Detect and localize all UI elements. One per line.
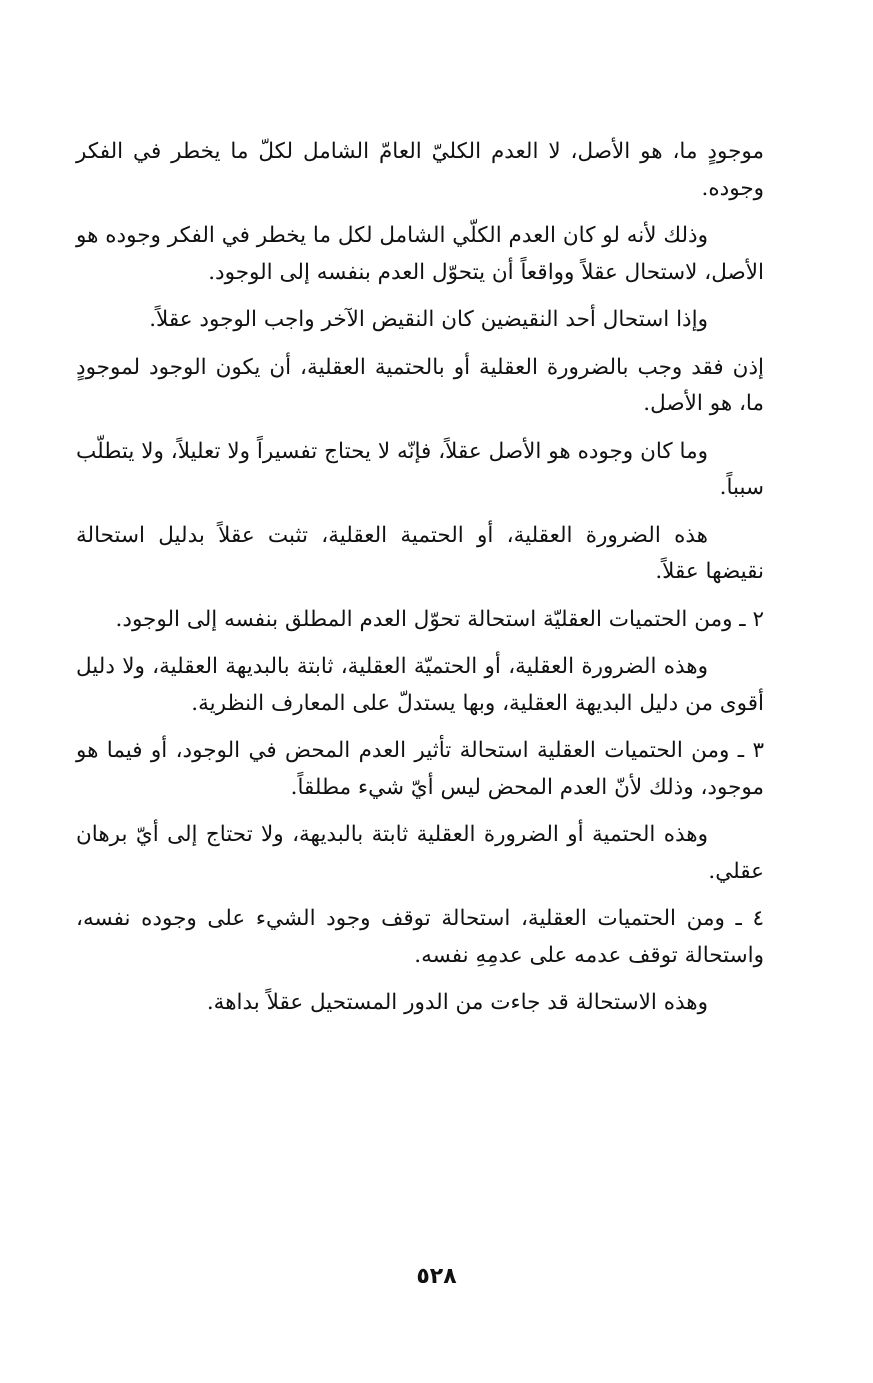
paragraph-8: وهذه الضرورة العقلية، أو الحتميّة العقلية، ثابتة بالبديهة العقلية، ولا دليل أقوى من دليل البديهة العقلية، وبها يستدلّ على المعارف النظرية. [76, 654, 764, 716]
paragraph-7: ٢ ـ ومن الحتميات العقليّة استحالة تحوّل العدم المطلق بنفسه إلى الوجود. [115, 606, 764, 632]
paragraph-12: وهذه الاستحالة قد جاءت من الدور المستحيل عقلاً بداهة. [206, 990, 708, 1015]
paragraph-10: وهذه الحتمية أو الضرورة العقلية ثابتة بالبديهة، ولا تحتاج إلى أيّ برهان عقلي. [76, 822, 764, 884]
paragraph-4: إذن فقد وجب بالضرورة العقلية أو بالحتمية العقلية، أن يكون الوجود لموجودٍ ما، هو الأصل. [76, 354, 764, 416]
paragraph-5: وما كان وجوده هو الأصل عقلاً، فإنّه لا يحتاج تفسيراً ولا تعليلاً، ولا يتطلّب سبباً. [76, 438, 764, 500]
paragraph-9: ٣ ـ ومن الحتميات العقلية استحالة تأثير العدم المحض في الوجود، أو فيما هو موجود، وذلك لأنّ العدم المحض ليس أيّ شيء مطلقاً. [76, 738, 764, 800]
paragraph-11: ٤ ـ ومن الحتميات العقلية، استحالة توقف وجود الشيء على وجوده نفسه، واستحالة توقف عدمه على عدمِهِ نفسه. [76, 906, 764, 968]
paragraph-6: هذه الضرورة العقلية، أو الحتمية العقلية، تثبت عقلاً بدليل استحالة نقيضها عقلاً. [76, 522, 764, 584]
paragraph-2: وذلك لأنه لو كان العدم الكلّي الشامل لكل ما يخطر في الفكر وجوده هو الأصل، لاستحال عقلاً وواقعاً أن يتحوّل العدم بنفسه إلى الوجود. [76, 223, 764, 285]
paragraph-3: وإذا استحال أحد النقيضين كان النقيض الآخر واجب الوجود عقلاً. [149, 307, 708, 332]
paragraph-1: موجودٍ ما، هو الأصل، لا العدم الكليّ العامّ الشامل لكلّ ما يخطر في الفكر وجوده. [76, 139, 764, 201]
page-number: ٥٢٨ [416, 1264, 457, 1289]
body-text [76, 134, 764, 1033]
